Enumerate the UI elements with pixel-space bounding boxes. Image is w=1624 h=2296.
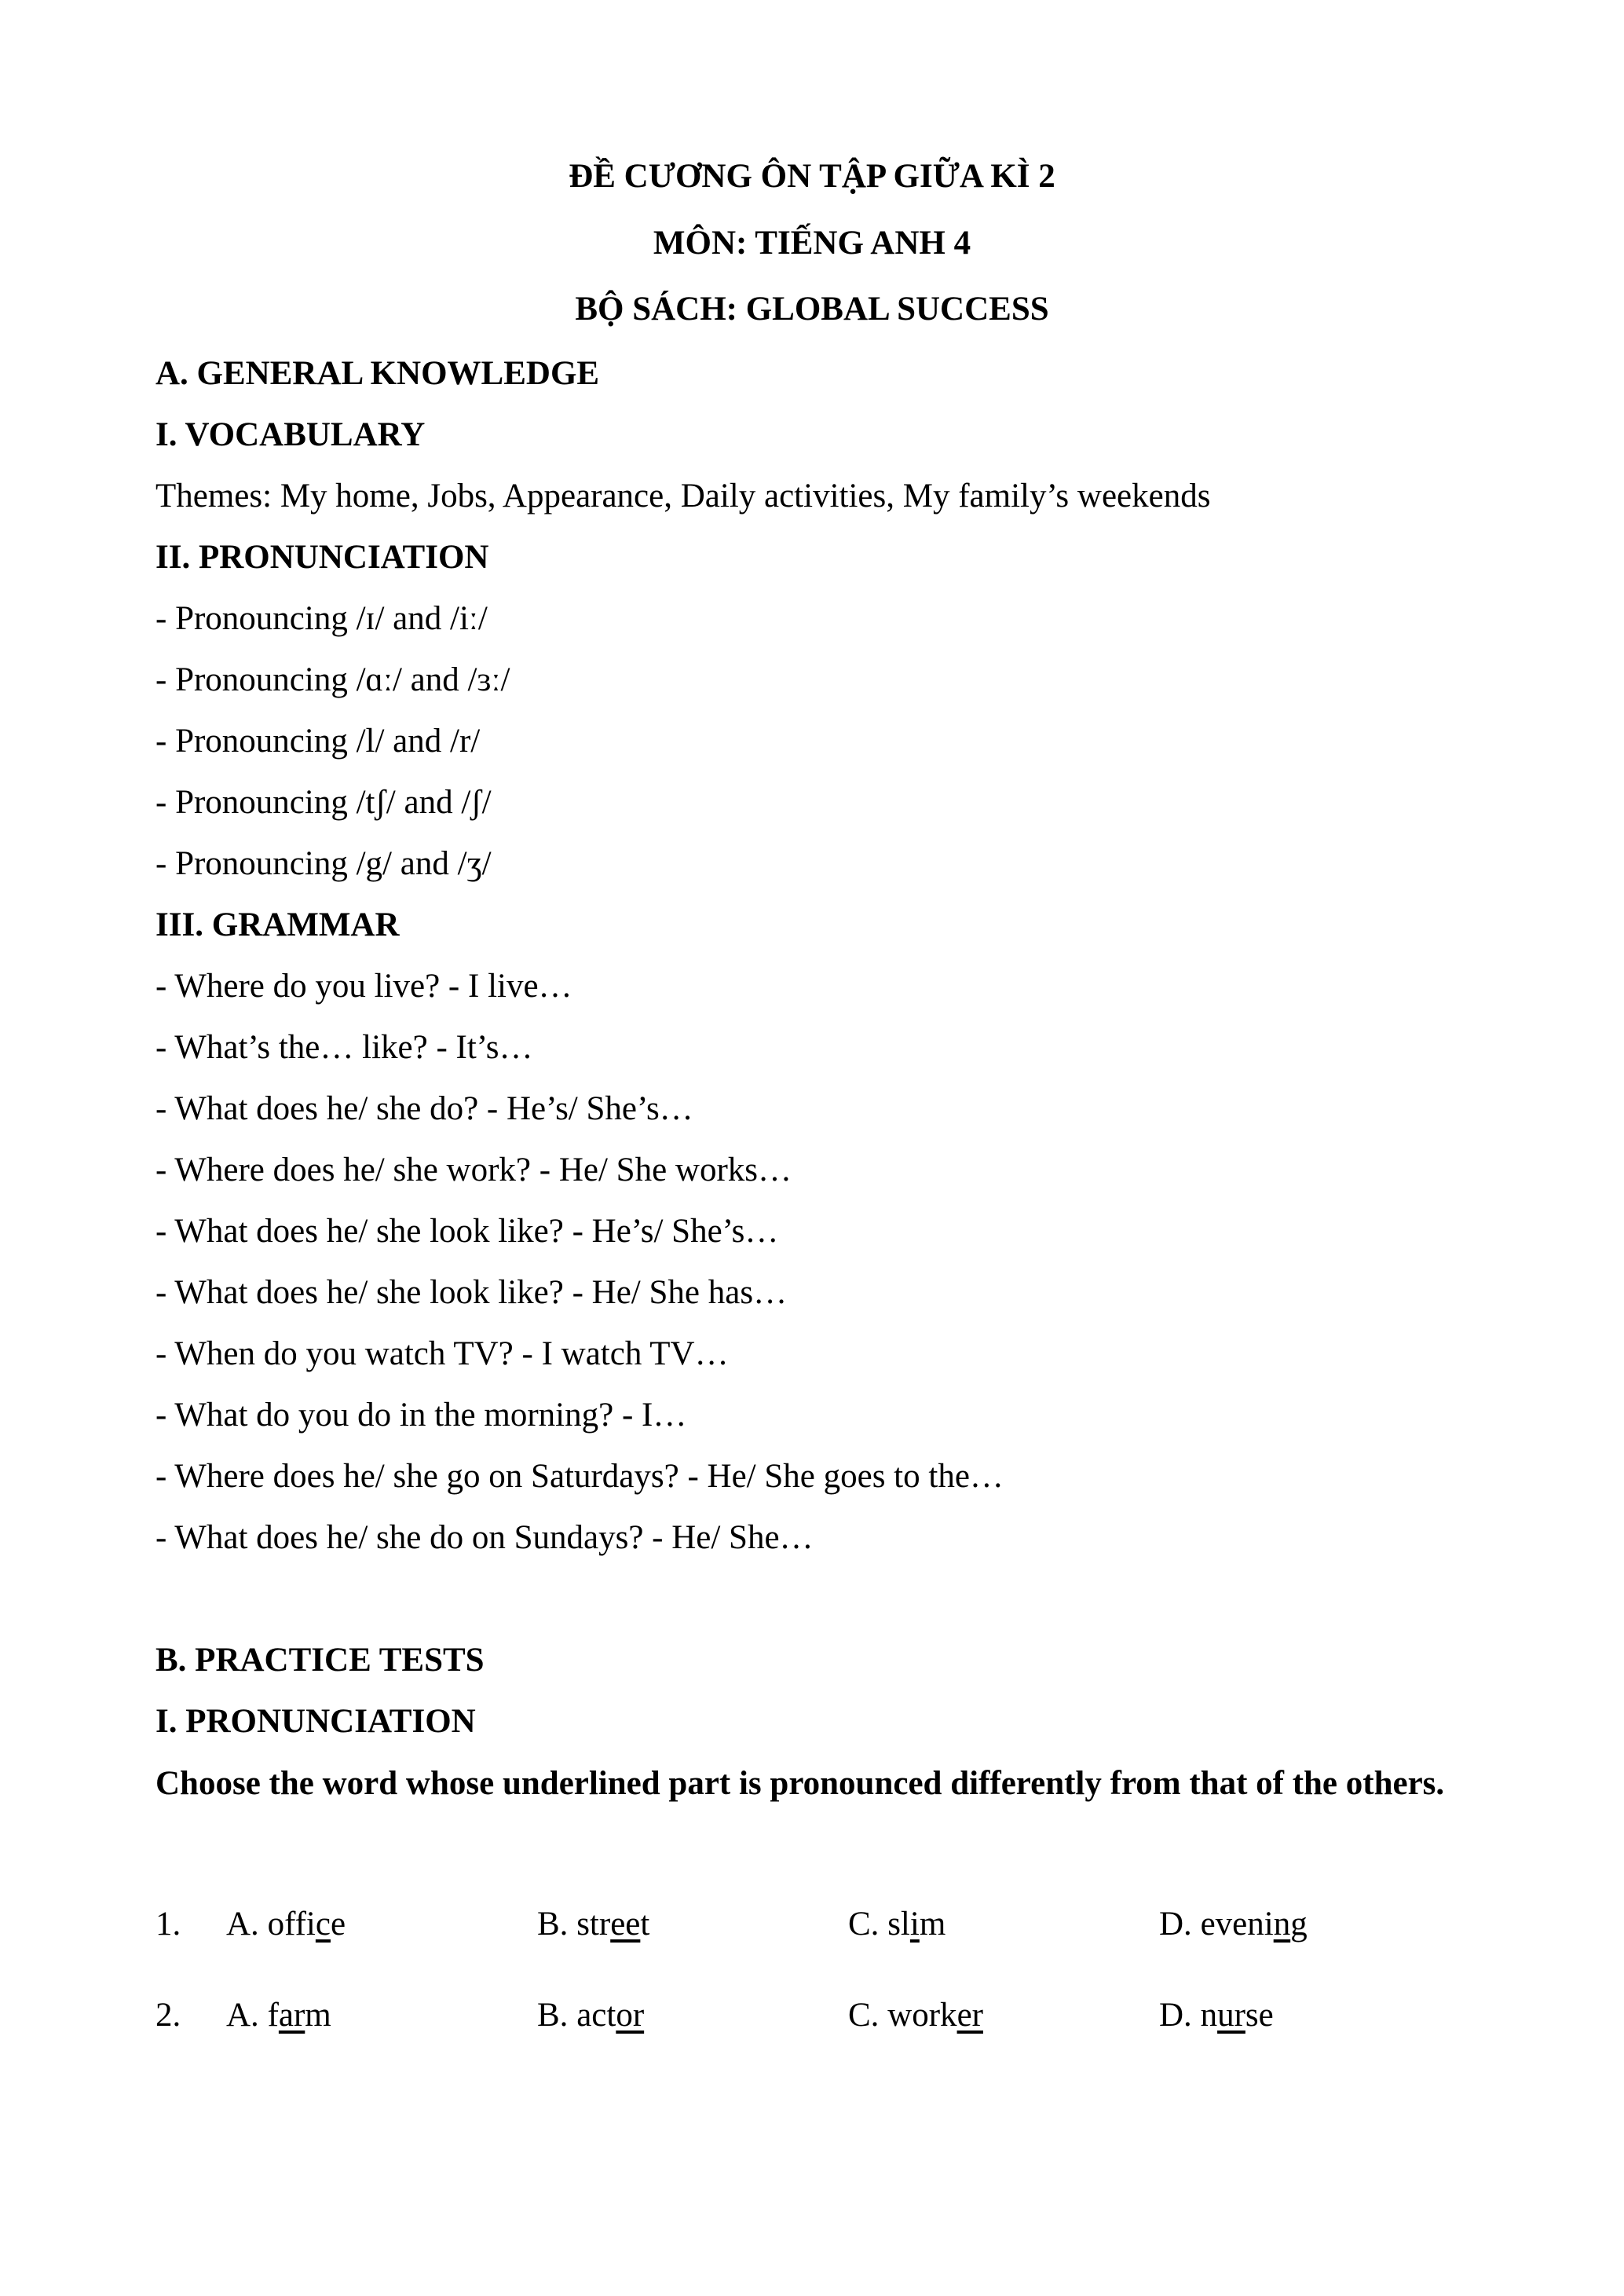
- underlined-part: or: [616, 1997, 645, 2034]
- grammar-item: - Where does he/ she work? - He/ She works…: [155, 1152, 792, 1188]
- underlined-part: ar: [278, 1997, 305, 2034]
- grammar-item: - Where does he/ she go on Saturdays? - He/ She goes to the…: [155, 1458, 1004, 1495]
- practice-pronunciation-heading: I. PRONUNCIATION: [155, 1703, 476, 1740]
- pronunciation-item: - Pronouncing /ɑː/ and /ɜː/: [155, 661, 510, 698]
- pronunciation-heading: II. PRONUNCIATION: [155, 539, 489, 576]
- grammar-item: - What do you do in the morning? - I…: [155, 1397, 687, 1434]
- pronunciation-item: - Pronouncing /tʃ/ and /ʃ/: [155, 784, 492, 821]
- section-a-heading: A. GENERAL KNOWLEDGE: [155, 355, 600, 392]
- option-a: A. farm: [226, 1997, 331, 2034]
- question-row: [155, 1995, 1490, 2039]
- option-b: B. street: [537, 1906, 650, 1943]
- pronunciation-item: - Pronouncing /l/ and /r/: [155, 723, 481, 760]
- pronunciation-item: - Pronouncing /ɪ/ and /iː/: [155, 600, 488, 637]
- question-number: 2.: [155, 1997, 181, 2034]
- vocabulary-heading: I. VOCABULARY: [155, 416, 426, 453]
- vocabulary-themes: Themes: My home, Jobs, Appearance, Daily activities, My family’s weekends: [155, 478, 1211, 514]
- underlined-part: er: [956, 1997, 983, 2034]
- grammar-item: - What does he/ she do on Sundays? - He/ She…: [155, 1519, 814, 1556]
- question-number: 1.: [155, 1906, 181, 1943]
- question-row: [155, 1904, 1490, 1948]
- option-d: D. nurse: [1159, 1997, 1274, 2034]
- option-a: A. office: [226, 1906, 346, 1943]
- option-d: D. evening: [1159, 1906, 1308, 1943]
- subject-title: MÔN: TIẾNG ANH 4: [653, 225, 971, 262]
- underlined-part: ur: [1217, 1997, 1245, 2034]
- grammar-item: - Where do you live? - I live…: [155, 968, 572, 1005]
- document-title: ĐỀ CƯƠNG ÔN TẬP GIỮA KÌ 2: [569, 158, 1055, 195]
- pronunciation-item: - Pronouncing /g/ and /ʒ/: [155, 845, 492, 882]
- underlined-part: i: [909, 1906, 920, 1943]
- underlined-part: c: [315, 1906, 331, 1943]
- option-c: C. worker: [848, 1997, 983, 2034]
- book-series-title: BỘ SÁCH: GLOBAL SUCCESS: [575, 291, 1049, 328]
- grammar-item: - What does he/ she look like? - He’s/ She’s…: [155, 1213, 779, 1250]
- option-c: C. slim: [848, 1906, 946, 1943]
- grammar-item: - What does he/ she do? - He’s/ She’s…: [155, 1090, 693, 1127]
- section-b-heading: B. PRACTICE TESTS: [155, 1642, 485, 1679]
- grammar-item: - When do you watch TV? - I watch TV…: [155, 1335, 729, 1372]
- underlined-part: ee: [610, 1906, 641, 1943]
- practice-instruction: Choose the word whose underlined part is pronounced differently from that of the others.: [155, 1765, 1445, 1802]
- grammar-item: - What does he/ she look like? - He/ She has…: [155, 1274, 788, 1311]
- option-b: B. actor: [537, 1997, 645, 2034]
- grammar-item: - What’s the… like? - It’s…: [155, 1029, 533, 1066]
- underlined-part: n: [1273, 1906, 1291, 1943]
- grammar-heading: III. GRAMMAR: [155, 906, 400, 943]
